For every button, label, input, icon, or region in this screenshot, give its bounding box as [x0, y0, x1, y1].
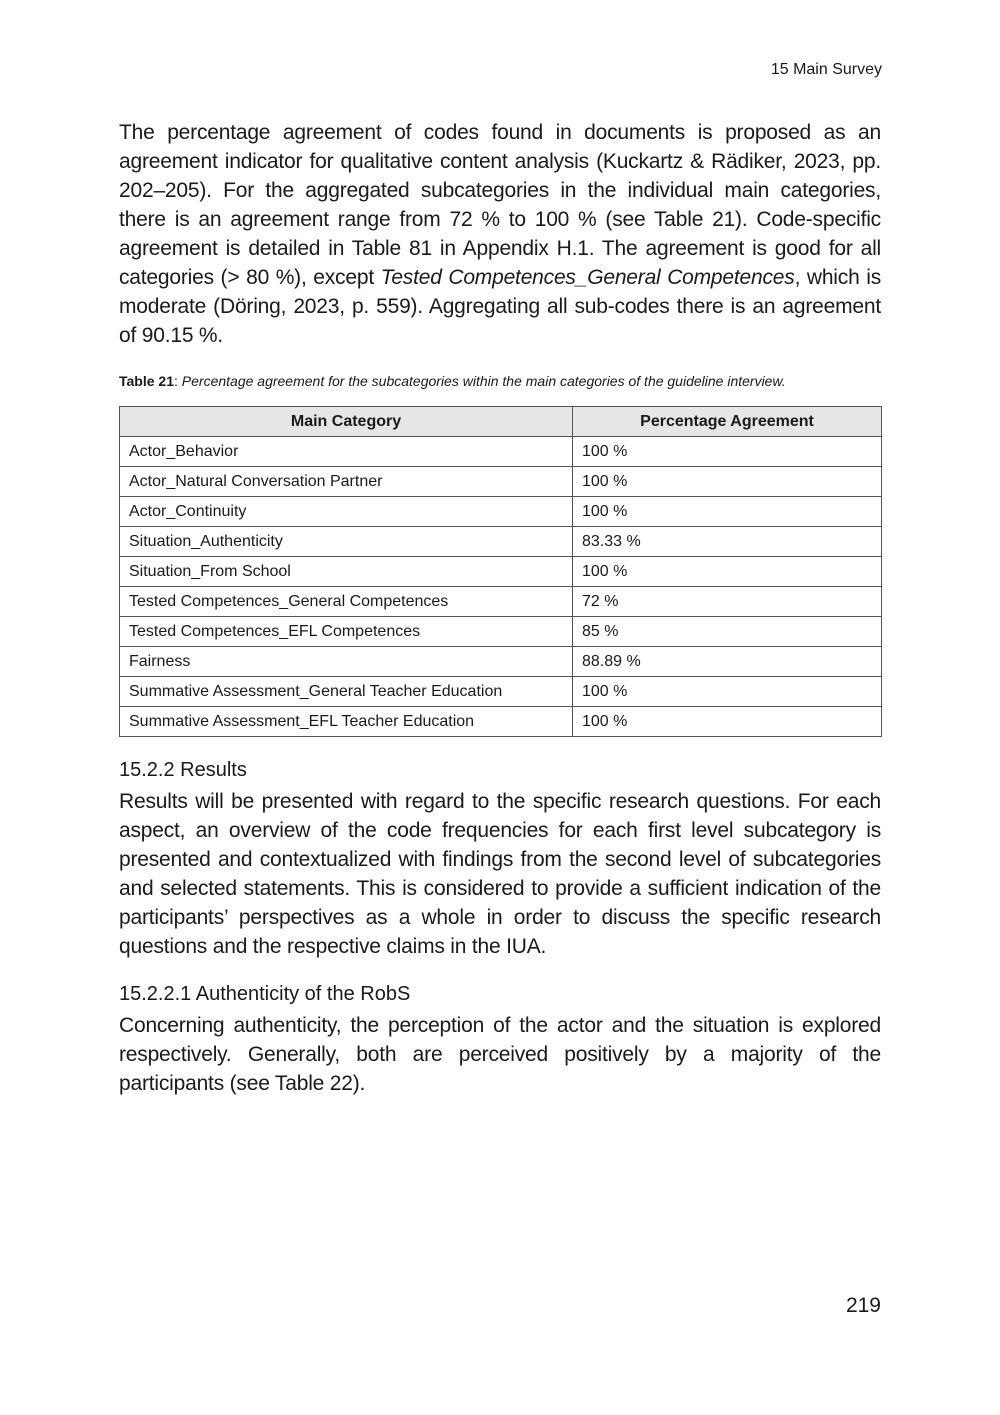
- caption-separator: :: [174, 373, 182, 389]
- table-caption: [119, 372, 881, 390]
- table-row: [120, 647, 882, 677]
- page-content: [119, 118, 881, 1098]
- paragraph-agreement: [119, 118, 881, 350]
- cell-percentage: 83.33 %: [573, 527, 882, 557]
- table-row: [120, 587, 882, 617]
- column-header-percentage: Percentage Agreement: [573, 407, 882, 437]
- section-heading-authenticity: 15.2.2.1 Authenticity of the RobS: [119, 983, 411, 1005]
- cell-category: Summative Assessment_EFL Teacher Education: [120, 707, 573, 737]
- cell-category: Actor_Behavior: [120, 437, 573, 467]
- section-heading-results: 15.2.2 Results: [119, 759, 247, 781]
- table-header-row: [120, 407, 882, 437]
- table-row: [120, 707, 882, 737]
- cell-category: Situation_Authenticity: [120, 527, 573, 557]
- table-label: Table 21: [119, 373, 174, 389]
- cell-category: Actor_Continuity: [120, 497, 573, 527]
- table-row: [120, 677, 882, 707]
- table-row: [120, 557, 882, 587]
- paragraph-results: Results will be presented with regard to the specific research questions. For each aspect, an overview of the code frequencies for each first level subcategory is presented and contextualized with findings from the second level of subcategories and selected statements. This is considered to provide a sufficient indication of the participants’ perspectives as a whole in order to discuss the specific research questions and the respective claims in the IUA.: [119, 790, 881, 958]
- cell-percentage: 100 %: [573, 557, 882, 587]
- agreement-table: [119, 406, 882, 737]
- page-number: 219: [845, 1294, 881, 1317]
- italic-category: Tested Competences_General Competences: [380, 266, 795, 289]
- cell-category: Situation_From School: [120, 557, 573, 587]
- table-row: [120, 467, 882, 497]
- cell-category: Tested Competences_EFL Competences: [120, 617, 573, 647]
- column-header-main-category: Main Category: [120, 407, 573, 437]
- cell-percentage: 100 %: [573, 677, 882, 707]
- paragraph-text: , which is moderate (Döring, 2023, p. 559). Aggregating all sub-codes there is an agreement of 90.15 %.: [119, 266, 881, 347]
- table-row: [120, 617, 882, 647]
- cell-percentage: 100 %: [573, 437, 882, 467]
- cell-category: Tested Competences_General Competences: [120, 587, 573, 617]
- table-row: [120, 527, 882, 557]
- caption-text: Percentage agreement for the subcategories within the main categories of the guideline interview.: [181, 373, 786, 389]
- cell-category: Actor_Natural Conversation Partner: [120, 467, 573, 497]
- cell-percentage: 72 %: [573, 587, 882, 617]
- running-head: 15 Main Survey: [770, 61, 882, 78]
- paragraph-text: The percentage agreement of codes found in documents is proposed as an agreement indicator for qualitative content analysis (Kuckartz & Rädiker, 2023, pp. 202–205). For the aggregated subcategories in the individual main categories, there is an agreement range from 72 % to 100 % (see Table 21). Code-specific agreement is detailed in Table 81 in Appendix H.1. The agreement is good for all categories (> 80 %), except: [119, 121, 881, 289]
- cell-percentage: 100 %: [573, 707, 882, 737]
- cell-category: Summative Assessment_General Teacher Education: [120, 677, 573, 707]
- cell-percentage: 88.89 %: [573, 647, 882, 677]
- cell-percentage: 100 %: [573, 467, 882, 497]
- table-row: [120, 437, 882, 467]
- cell-percentage: 100 %: [573, 497, 882, 527]
- cell-percentage: 85 %: [573, 617, 882, 647]
- cell-category: Fairness: [120, 647, 573, 677]
- table-row: [120, 497, 882, 527]
- paragraph-authenticity: Concerning authenticity, the perception of the actor and the situation is explored respectively. Generally, both are perceived positively by a majority of the participants (see Table 22).: [119, 1014, 881, 1095]
